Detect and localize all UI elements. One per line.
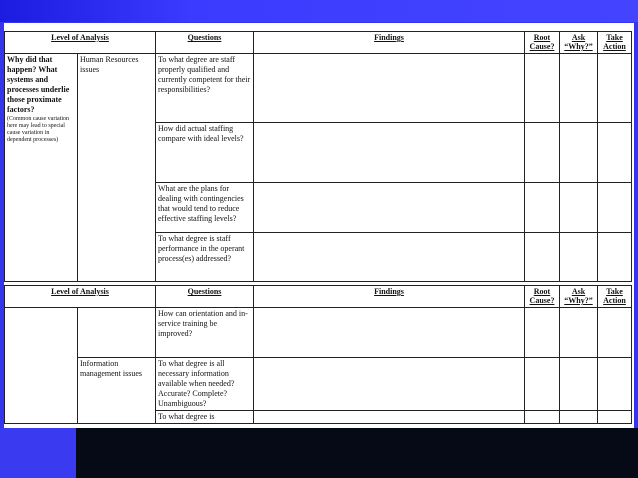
question-cell: What are the plans for dealing with contingencies that would tend to reduce effective staffing levels? bbox=[156, 183, 254, 233]
ask-why-cell bbox=[560, 183, 598, 233]
question-cell: To what degree is all necessary information available when needed? Accurate? Complete? Unambiguous? bbox=[156, 358, 254, 411]
header-level-of-analysis: Level of Analysis bbox=[5, 286, 156, 308]
findings-cell bbox=[254, 308, 525, 358]
findings-cell bbox=[254, 54, 525, 123]
findings-cell bbox=[254, 123, 525, 183]
header-level-of-analysis: Level of Analysis bbox=[5, 32, 156, 54]
take-action-cell bbox=[598, 411, 632, 424]
question-cell: How can orientation and in-service training be improved? bbox=[156, 308, 254, 358]
top-title-bar bbox=[0, 0, 638, 22]
ask-why-cell bbox=[560, 308, 598, 358]
take-action-cell bbox=[598, 233, 632, 282]
header-ask-why: Ask “Why?” bbox=[560, 286, 598, 308]
ask-why-cell bbox=[560, 233, 598, 282]
rca-table-1 bbox=[4, 31, 632, 282]
header-findings: Findings bbox=[254, 32, 525, 54]
header-root-cause: Root Cause? bbox=[525, 286, 560, 308]
root-cause-cell bbox=[525, 54, 560, 123]
header-ask-why: Ask “Why?” bbox=[560, 32, 598, 54]
root-cause-cell bbox=[525, 123, 560, 183]
root-cause-cell bbox=[525, 308, 560, 358]
findings-cell bbox=[254, 358, 525, 411]
level-cell bbox=[5, 308, 78, 424]
take-action-cell bbox=[598, 308, 632, 358]
take-action-cell bbox=[598, 183, 632, 233]
root-cause-cell bbox=[525, 233, 560, 282]
level-cell bbox=[5, 54, 78, 282]
header-take-action: Take Action bbox=[598, 32, 632, 54]
header-root-cause: Root Cause? bbox=[525, 32, 560, 54]
rca-table-2 bbox=[4, 285, 632, 424]
root-cause-cell bbox=[525, 183, 560, 233]
findings-cell bbox=[254, 411, 525, 424]
header-take-action: Take Action bbox=[598, 286, 632, 308]
root-cause-cell bbox=[525, 411, 560, 424]
root-cause-cell bbox=[525, 358, 560, 411]
take-action-cell bbox=[598, 123, 632, 183]
ask-why-cell bbox=[560, 358, 598, 411]
header-questions: Questions bbox=[156, 32, 254, 54]
ask-why-cell bbox=[560, 411, 598, 424]
footer-accent-block bbox=[0, 428, 76, 478]
header-questions: Questions bbox=[156, 286, 254, 308]
category-cell bbox=[78, 308, 156, 358]
document-sheet bbox=[4, 23, 634, 428]
question-cell: To what degree are staff properly qualified and currently competent for their responsibilities? bbox=[156, 54, 254, 123]
level-main-text: Why did that happen? What systems and processes underlie those proximate factors? bbox=[7, 55, 70, 114]
level-note-text: (Common cause variation here may lead to special cause variation in dependent processes) bbox=[7, 116, 69, 143]
findings-cell bbox=[254, 183, 525, 233]
ask-why-cell bbox=[560, 123, 598, 183]
question-cell: How did actual staffing compare with ideal levels? bbox=[156, 123, 254, 183]
take-action-cell bbox=[598, 358, 632, 411]
question-cell: To what degree is bbox=[156, 411, 254, 424]
ask-why-cell bbox=[560, 54, 598, 123]
findings-cell bbox=[254, 233, 525, 282]
take-action-cell bbox=[598, 54, 632, 123]
header-findings: Findings bbox=[254, 286, 525, 308]
bottom-footer-bar bbox=[0, 428, 638, 478]
category-information-management: Information management issues bbox=[78, 358, 156, 424]
category-human-resources: Human Resources issues bbox=[78, 54, 156, 282]
question-cell: To what degree is staff performance in the operant process(es) addressed? bbox=[156, 233, 254, 282]
